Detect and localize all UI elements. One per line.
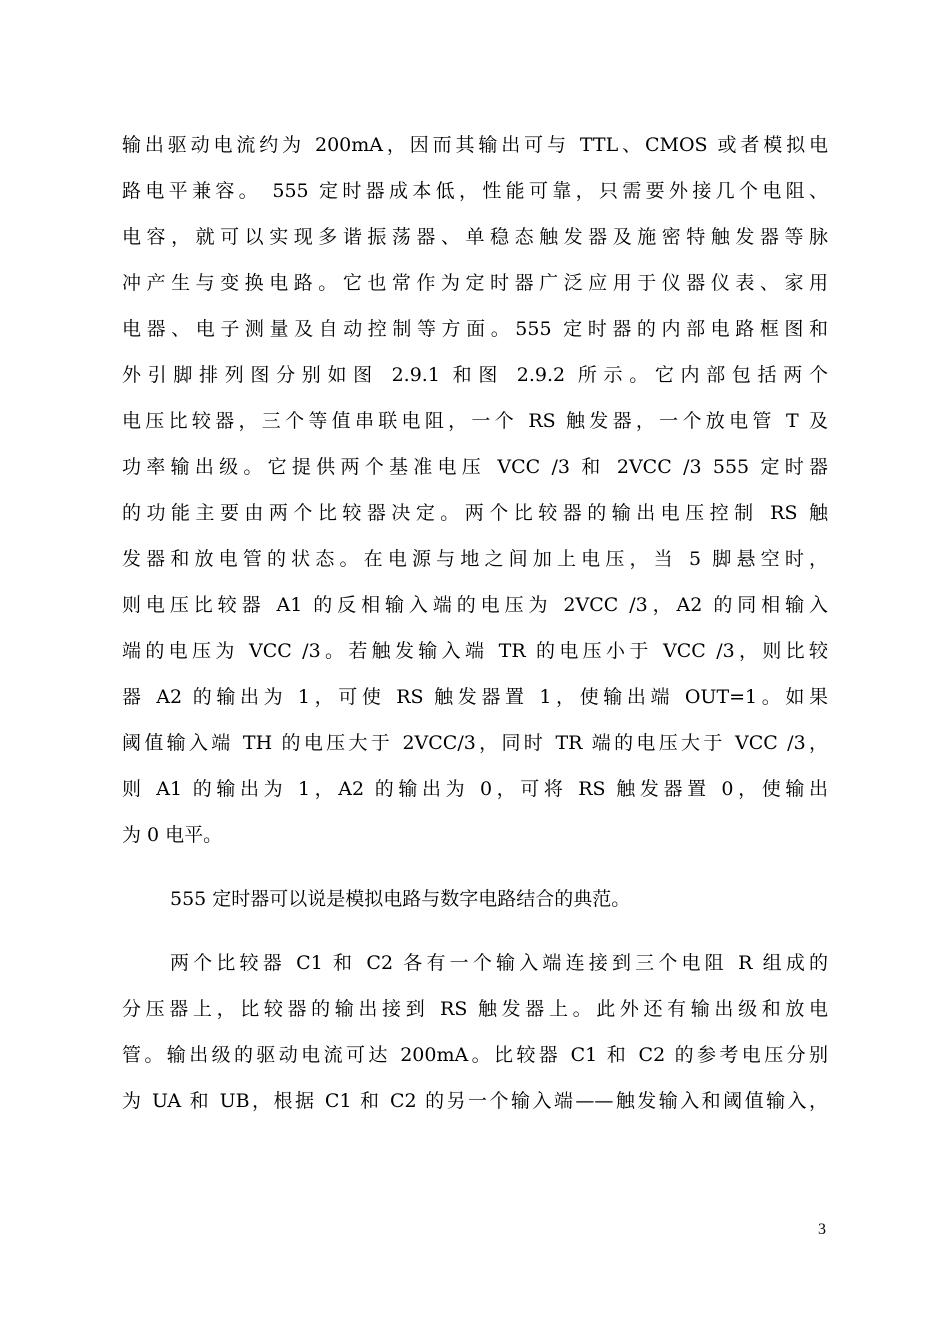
text-line: 为 UA 和 UB，根据 C1 和 C2 的另一个输入端——触发输入和阈值输入， xyxy=(122,1090,828,1112)
text-line: 端的电压为 VCC /3。若触发输入端 TR 的电压小于 VCC /3，则比较 xyxy=(122,640,828,662)
text-line: 冲产生与变换电路。它也常作为定时器广泛应用于仪器仪表、家用 xyxy=(122,272,828,294)
text-line: 电容，就可以实现多谐振荡器、单稳态触发器及施密特触发器等脉 xyxy=(122,226,828,248)
text-line: 为 0 电平。 xyxy=(122,824,223,846)
text-line: 555 定时器可以说是模拟电路与数字电路结合的典范。 xyxy=(170,888,631,910)
text-line: 路电平兼容。 555 定时器成本低，性能可靠，只需要外接几个电阻、 xyxy=(122,180,828,202)
page-number: 3 xyxy=(818,1221,826,1238)
text-line: 则电压比较器 A1 的反相输入端的电压为 2VCC /3，A2 的同相输入 xyxy=(122,594,828,616)
text-line: 的功能主要由两个比较器决定。两个比较器的输出电压控制 RS 触 xyxy=(122,502,828,524)
text-line: 输出驱动电流约为 200mA，因而其输出可与 TTL、CMOS 或者模拟电 xyxy=(122,134,828,156)
text-line: 两个比较器 C1 和 C2 各有一个输入端连接到三个电阻 R 组成的 xyxy=(170,952,828,974)
text-line: 分压器上，比较器的输出接到 RS 触发器上。此外还有输出级和放电 xyxy=(122,998,828,1020)
text-line: 阈值输入端 TH 的电压大于 2VCC/3，同时 TR 端的电压大于 VCC /3， xyxy=(122,732,828,754)
text-line: 管。输出级的驱动电流可达 200mA。比较器 C1 和 C2 的参考电压分别 xyxy=(122,1044,828,1066)
text-line: 则 A1 的输出为 1，A2 的输出为 0，可将 RS 触发器置 0，使输出 xyxy=(122,778,828,800)
text-line: 电器、电子测量及自动控制等方面。555 定时器的内部电路框图和 xyxy=(122,318,828,340)
text-line: 器 A2 的输出为 1，可使 RS 触发器置 1，使输出端 OUT=1。如果 xyxy=(122,686,828,708)
text-line: 发器和放电管的状态。在电源与地之间加上电压，当 5 脚悬空时， xyxy=(122,548,828,570)
text-line: 外引脚排列图分别如图 2.9.1 和图 2.9.2 所示。它内部包括两个 xyxy=(122,364,828,386)
text-line: 功率输出级。它提供两个基准电压 VCC /3 和 2VCC /3 555 定时器 xyxy=(122,456,828,478)
text-line: 电压比较器，三个等值串联电阻，一个 RS 触发器，一个放电管 T 及 xyxy=(122,410,828,432)
